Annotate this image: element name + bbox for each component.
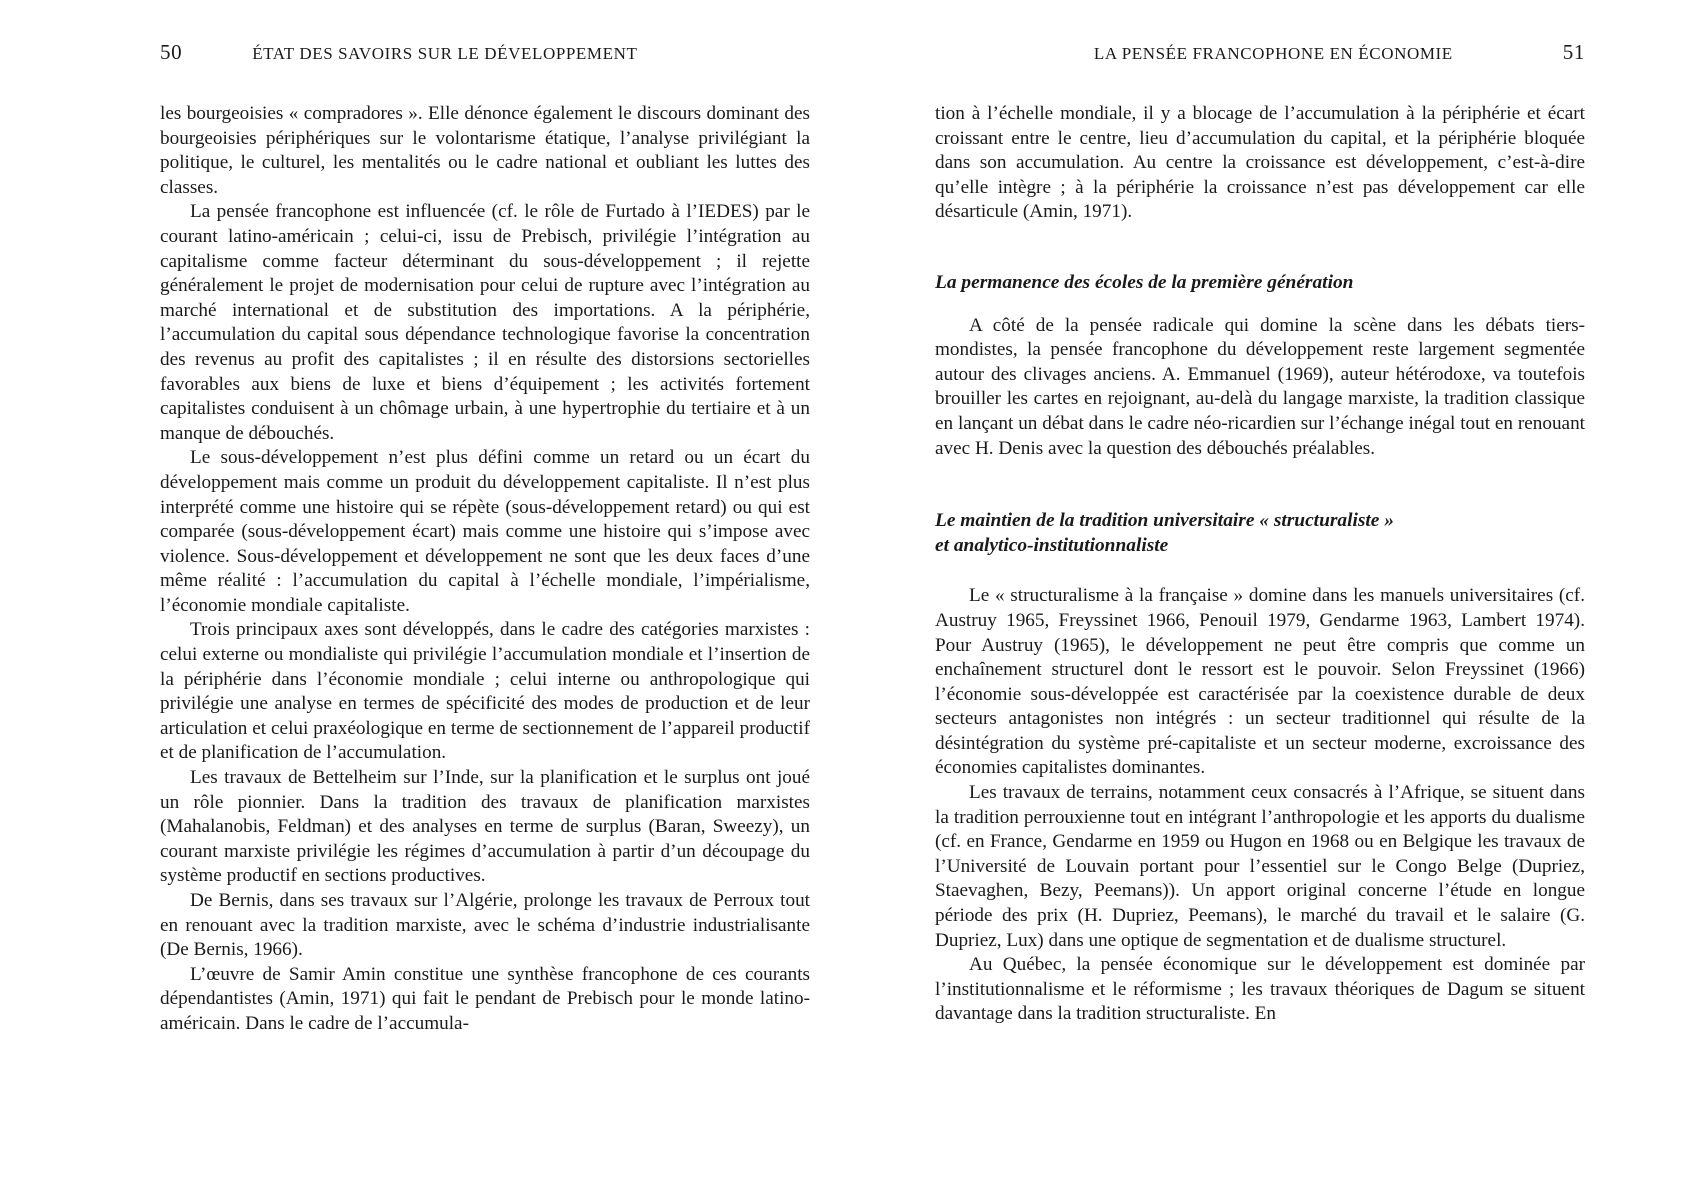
paragraph: Les travaux de terrains, notamment ceux consacrés à l’Afrique, se situent dans la tradition perrouxienne tout en intégrant l’anthropologie et les apports du dualisme (cf. en France, Gendarme en 1959 ou Hugon en 1968 ou en Belgique les travaux de l’Université de Louvain portant pour l’essentiel sur le Congo Belge (Dupriez, Staevaghen, Bezy, Peemans)). Un apport original concerne l’étude en longue période des prix (H. Dupriez, Peemans), le marché du travail et le salaire (G. Dupriez, Lux) dans une optique de segmentation et de dualisme structurel. bbox=[935, 782, 1585, 951]
left-page bbox=[160, 40, 810, 1037]
paragraph: Le « structuralisme à la française » domine dans les manuels universitaires (cf. Austruy 1965, Freyssinet 1966, Penouil 1979, Gendarme 1963, Lambert 1974). Pour Austruy (1965), le développement ne peut être compris que comme un enchaînement structurel dont le ressort est le pouvoir. Selon Freyssinet (1966) l’économie sous-développée est caractérisée par la coexistence durable de deux secteurs antagonistes non intégrés : un secteur traditionnel qui résulte de la désintégration du système pré-capitaliste et un secteur moderne, excroissance des économies capitalistes dominantes. bbox=[935, 585, 1585, 779]
right-running-head bbox=[935, 40, 1585, 74]
paragraph: Au Québec, la pensée économique sur le développement est dominée par l’institutionnalisme et le réformisme ; les travaux théoriques de Dagum se situent davantage dans la tradition structuraliste. En bbox=[935, 954, 1585, 1025]
paragraph: L’œuvre de Samir Amin constitue une synthèse francophone de ces courants dépendantistes (Amin, 1971) qui fait le pendant de Prebisch pour le monde latino-américain. Dans le cadre de l’accumula- bbox=[160, 963, 810, 1034]
section-heading-line: et analytico-institutionnaliste bbox=[935, 534, 1169, 556]
section-heading-line: Le maintien de la tradition universitaire « structuraliste » bbox=[935, 510, 1394, 532]
right-running-title: LA PENSÉE FRANCOPHONE EN ÉCONOMIE bbox=[1093, 44, 1453, 63]
paragraph: les bourgeoisies « compradores ». Elle dénonce également le discours dominant des bourgeoisies périphériques sur le volontarisme étatique, l’analyse privilégiant la politique, le culturel, les mentalités ou le cadre national et oubliant les luttes des classes. bbox=[160, 103, 810, 198]
paragraph: Les travaux de Bettelheim sur l’Inde, sur la planification et le surplus ont joué un rôle pionnier. Dans la tradition des travaux de planification marxistes (Mahalanobis, Feldman) et des analyses en terme de surplus (Baran, Sweezy), un courant marxiste privilégie les régimes d’accumulation à partir d’un découpage du système productif en sections productives. bbox=[160, 767, 810, 887]
right-page bbox=[935, 40, 1585, 1027]
left-running-head bbox=[160, 40, 810, 74]
paragraph: A côté de la pensée radicale qui domine la scène dans les débats tiers-mondistes, la pensée francophone du développement reste largement segmentée autour des clivages anciens. A. Emmanuel (1969), auteur hétérodoxe, va toutefois brouiller les cartes en rejoignant, au-delà du langage marxiste, la tradition classique en lançant un débat dans le cadre néo-ricardien sur l’échange inégal tout en renouant avec H. Denis avec la question des débouchés préalables. bbox=[935, 314, 1585, 459]
right-body-text bbox=[935, 102, 1585, 1027]
paragraph: Le sous-développement n’est plus défini comme un retard ou un écart du développement mais comme un produit du développement capitaliste. Il n’est plus interprété comme une histoire qui se répète (sous-développement retard) ou qui est comparée (sous-développement écart) mais comme une histoire qui s’impose avec violence. Sous-développement et développement ne sont que les deux faces d’une même réalité : l’accumulation du capital à l’échelle mondiale, l’impérialisme, l’économie mondiale capitaliste. bbox=[160, 447, 810, 616]
left-running-title: ÉTAT DES SAVOIRS SUR LE DÉVELOPPEMENT bbox=[252, 44, 638, 63]
paragraph: tion à l’échelle mondiale, il y a blocage de l’accumulation à la périphérie et écart croissant entre le centre, lieu d’accumulation du capital, et la périphérie bloquée dans son accumulation. Au centre la croissance est développement, c’est-à-dire qu’elle intègre ; à la périphérie la croissance n’est pas développement car elle désarticule (Amin, 1971). bbox=[935, 103, 1585, 223]
left-page-number: 50 bbox=[160, 40, 183, 64]
section-heading: La permanence des écoles de la première génération bbox=[935, 271, 1354, 293]
right-page-number: 51 bbox=[1562, 40, 1585, 64]
paragraph: La pensée francophone est influencée (cf. le rôle de Furtado à l’IEDES) par le courant latino-américain ; celui-ci, issu de Prebisch, privilégie l’intégration au capitalisme comme facteur déterminant du sous-développement ; il rejette généralement le projet de modernisation pour celui de rupture avec l’intégration au marché international et de substitution des importations. A la périphérie, l’accumulation du capital sous dépendance technologique favorise la concentration des revenus au profit des capitalistes ; il en résulte des distorsions sectorielles favorables aux biens de luxe et biens d’équipement ; les activités fortement capitalistes conduisent à un chômage urbain, à une hypertrophie du tertiaire et à un manque de débouchés. bbox=[160, 201, 810, 444]
section-heading bbox=[935, 509, 1585, 558]
paragraph: De Bernis, dans ses travaux sur l’Algérie, prolonge les travaux de Perroux tout en renouant avec la tradition marxiste, avec le schéma d’industrie industrialisante (De Bernis, 1966). bbox=[160, 890, 810, 961]
paragraph: Trois principaux axes sont développés, dans le cadre des catégories marxistes : celui externe ou mondialiste qui privilégie l’accumulation mondiale et l’insertion de la périphérie dans l’économie mondiale ; celui interne ou anthropologique qui privilégie une analyse en termes de spécificité des modes de production et de leur articulation et celui praxéologique en terme de sectionnement de l’appareil productif et de planification de l’accumulation. bbox=[160, 619, 810, 764]
left-body-text bbox=[160, 102, 810, 1037]
